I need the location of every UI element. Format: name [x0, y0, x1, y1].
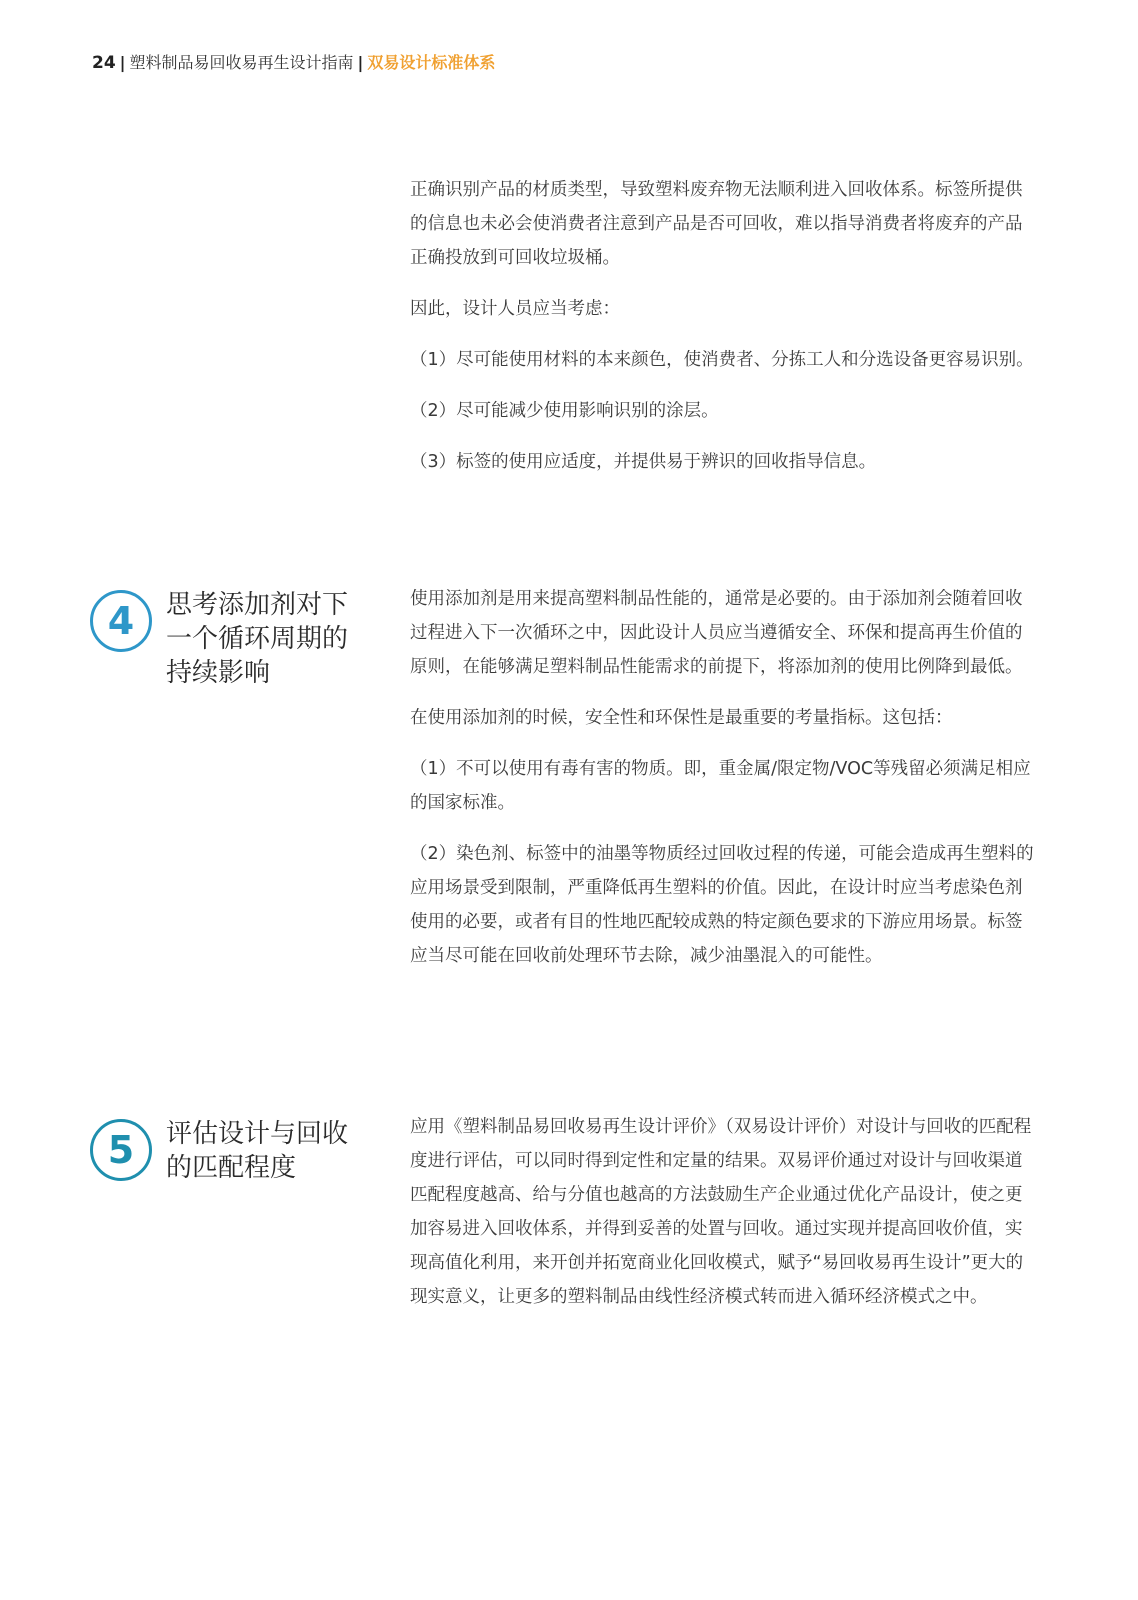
section-4-number: 4 — [107, 599, 135, 643]
section-4-number-badge — [90, 590, 152, 652]
intro-text — [410, 173, 1035, 496]
section-4-text — [410, 582, 1035, 990]
header-separator: | — [119, 53, 126, 72]
section-5-heading — [90, 1117, 366, 1185]
intro-paragraph: 正确识别产品的材质类型，导致塑料废弃物无法顺利进入回收体系。标签所提供的信息也未必会使消费者注意到产品是否可回收，难以指导消费者将废弃的产品正确投放到可回收垃圾桶。 — [410, 180, 1023, 268]
intro-list-item: （1）尽可能使用材料的本来颜色，使消费者、分拣工人和分选设备更容易识别。 — [410, 350, 1034, 370]
section-4-paragraph: 使用添加剂是用来提高塑料制品性能的，通常是必要的。由于添加剂会随着回收过程进入下一次循环之中，因此设计人员应当遵循安全、环保和提高再生价值的原则，在能够满足塑料制品性能需求的前提下，将添加剂的使用比例降到最低。 — [410, 589, 1023, 677]
section-4-list-item: （1）不可以使用有毒有害的物质。即，重金属/限定物/VOC等残留必须满足相应的国家标准。 — [410, 759, 1031, 813]
section-title: 双易设计标准体系 — [367, 53, 496, 72]
section-5-number: 5 — [107, 1128, 135, 1172]
page-number: 24 — [92, 53, 116, 73]
page-header — [92, 52, 495, 74]
section-4-heading — [90, 588, 366, 690]
section-4-list-item: （2）染色剂、标签中的油墨等物质经过回收过程的传递，可能会造成再生塑料的应用场景受到限制，严重降低再生塑料的价值。因此，在设计时应当考虑染色剂使用的必要，或者有目的性地匹配较成熟的特定颜色要求的下游应用场景。标签应当尽可能在回收前处理环节去除，减少油墨混入的可能性。 — [410, 844, 1034, 966]
section-5-text — [410, 1110, 1035, 1331]
intro-list-item: （2）尽可能减少使用影响识别的涂层。 — [410, 401, 719, 421]
book-title: 塑料制品易回收易再生设计指南 — [129, 53, 354, 72]
section-4-paragraph: 在使用添加剂的时候，安全性和环保性是最重要的考量指标。这包括： — [410, 708, 953, 728]
section-5-paragraph: 应用《塑料制品易回收易再生设计评价》（双易设计评价）对设计与回收的匹配程度进行评估，可以同时得到定性和定量的结果。双易评价通过对设计与回收渠道匹配程度越高、给与分值也越高的方法鼓励生产企业通过优化产品设计，使之更加容易进入回收体系，并得到妥善的处置与回收。通过实现并提高回收价值，实现高值化利用，来开创并拓宽商业化回收模式，赋予“易回收易再生设计”更大的现实意义，让更多的塑料制品由线性经济模式转而进入循环经济模式之中。 — [410, 1117, 1032, 1307]
section-4-title: 思考添加剂对下一个循环周期的持续影响 — [166, 590, 349, 688]
header-separator-2: | — [357, 53, 364, 72]
intro-paragraph: 因此，设计人员应当考虑： — [410, 299, 620, 319]
section-5-number-badge — [90, 1119, 152, 1181]
intro-list-item: （3）标签的使用应适度，并提供易于辨识的回收指导信息。 — [410, 452, 877, 472]
section-5-title: 评估设计与回收的匹配程度 — [166, 1119, 349, 1183]
